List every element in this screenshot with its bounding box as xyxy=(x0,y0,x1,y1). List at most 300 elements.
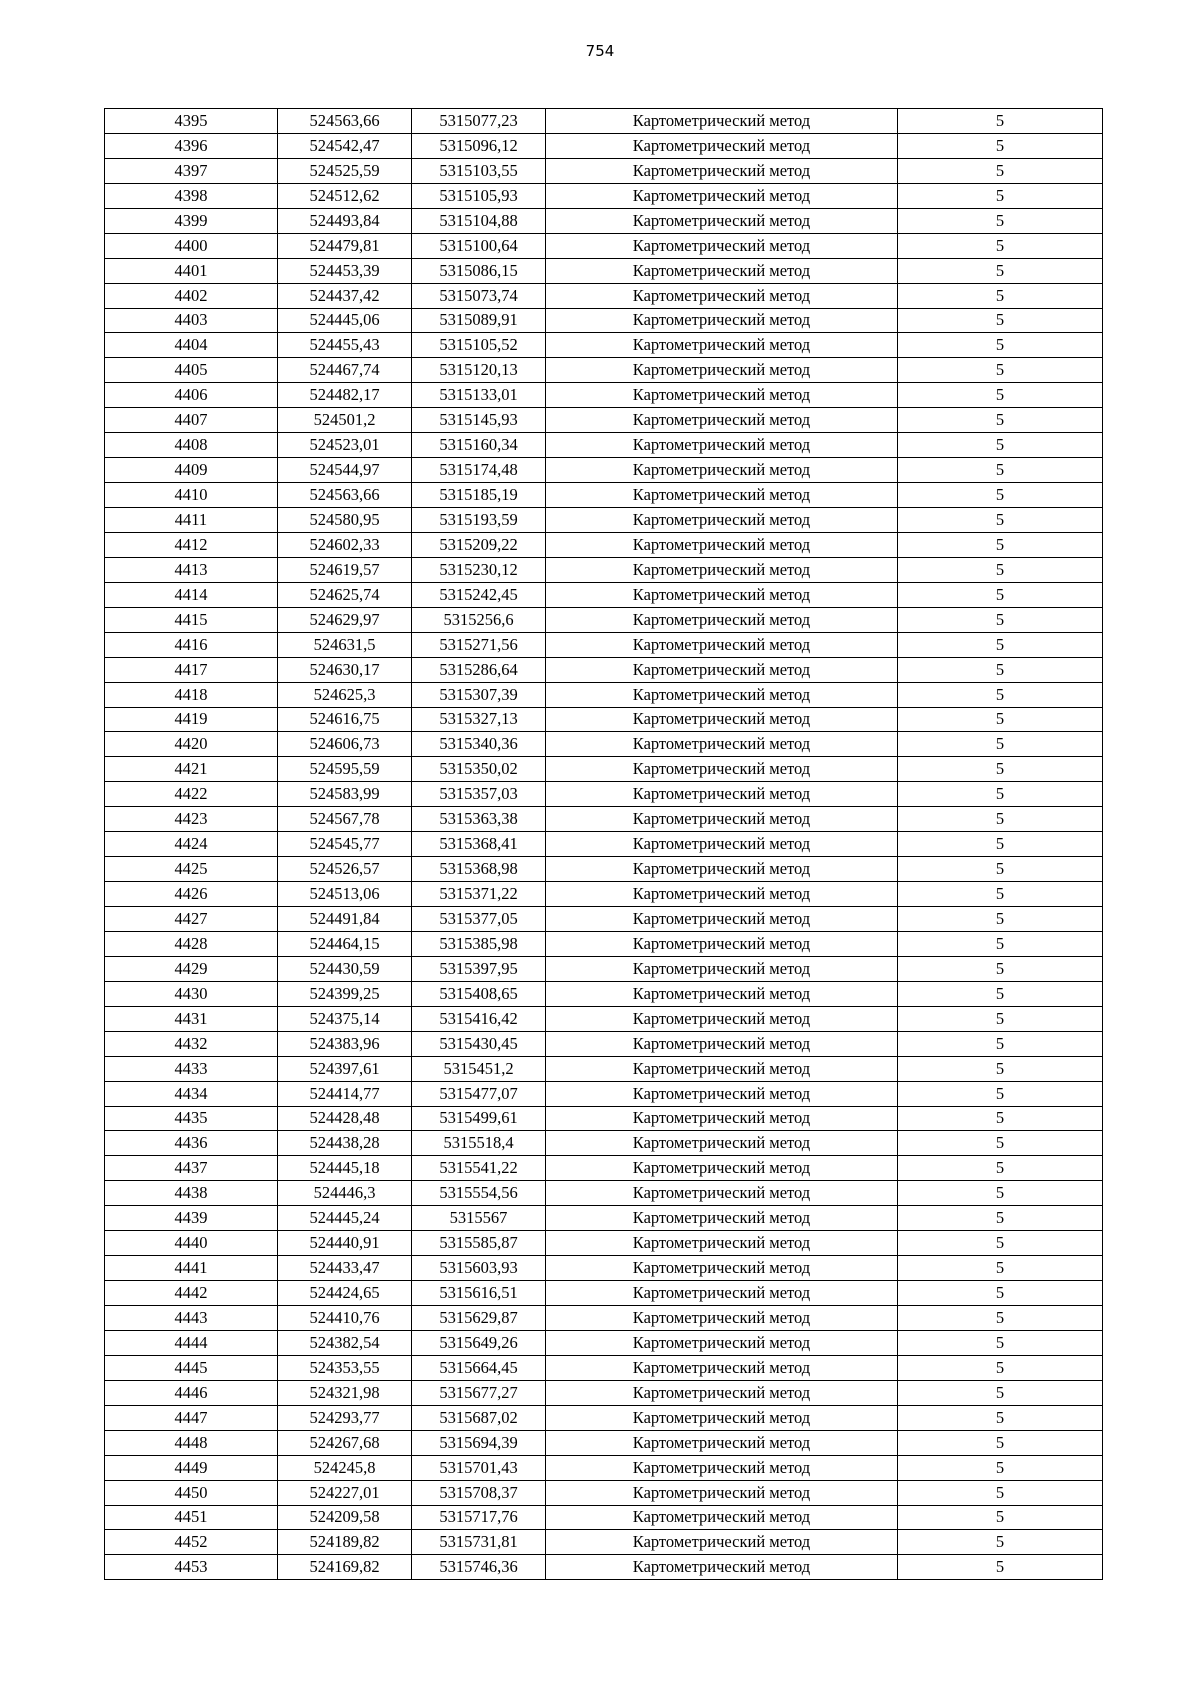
x-coordinate-cell: 524545,77 xyxy=(278,832,412,857)
x-coordinate-cell: 524482,17 xyxy=(278,383,412,408)
accuracy-cell: 5 xyxy=(898,782,1103,807)
x-coordinate-cell: 524542,47 xyxy=(278,133,412,158)
table-row xyxy=(105,1505,1103,1530)
x-coordinate-cell: 524440,91 xyxy=(278,1231,412,1256)
method-cell: Картометрический метод xyxy=(546,1455,898,1480)
point-number-cell: 4414 xyxy=(105,582,278,607)
table-row xyxy=(105,956,1103,981)
y-coordinate-cell: 5315731,81 xyxy=(412,1530,546,1555)
table-row xyxy=(105,1430,1103,1455)
accuracy-cell: 5 xyxy=(898,1355,1103,1380)
x-coordinate-cell: 524375,14 xyxy=(278,1006,412,1031)
y-coordinate-cell: 5315664,45 xyxy=(412,1355,546,1380)
y-coordinate-cell: 5315105,93 xyxy=(412,183,546,208)
table-row xyxy=(105,1106,1103,1131)
method-cell: Картометрический метод xyxy=(546,732,898,757)
x-coordinate-cell: 524567,78 xyxy=(278,807,412,832)
table-row xyxy=(105,807,1103,832)
method-cell: Картометрический метод xyxy=(546,133,898,158)
point-number-cell: 4409 xyxy=(105,458,278,483)
y-coordinate-cell: 5315103,55 xyxy=(412,158,546,183)
accuracy-cell: 5 xyxy=(898,632,1103,657)
table-row xyxy=(105,233,1103,258)
y-coordinate-cell: 5315397,95 xyxy=(412,956,546,981)
x-coordinate-cell: 524544,97 xyxy=(278,458,412,483)
point-number-cell: 4419 xyxy=(105,707,278,732)
point-number-cell: 4453 xyxy=(105,1555,278,1580)
point-number-cell: 4395 xyxy=(105,109,278,134)
method-cell: Картометрический метод xyxy=(546,1405,898,1430)
y-coordinate-cell: 5315286,64 xyxy=(412,657,546,682)
y-coordinate-cell: 5315694,39 xyxy=(412,1430,546,1455)
table-row xyxy=(105,981,1103,1006)
point-number-cell: 4451 xyxy=(105,1505,278,1530)
table-row xyxy=(105,1206,1103,1231)
accuracy-cell: 5 xyxy=(898,358,1103,383)
table-row xyxy=(105,1231,1103,1256)
table-row xyxy=(105,1330,1103,1355)
method-cell: Картометрический метод xyxy=(546,1480,898,1505)
x-coordinate-cell: 524433,47 xyxy=(278,1256,412,1281)
point-number-cell: 4411 xyxy=(105,508,278,533)
y-coordinate-cell: 5315408,65 xyxy=(412,981,546,1006)
point-number-cell: 4420 xyxy=(105,732,278,757)
accuracy-cell: 5 xyxy=(898,408,1103,433)
accuracy-cell: 5 xyxy=(898,1530,1103,1555)
accuracy-cell: 5 xyxy=(898,1480,1103,1505)
x-coordinate-cell: 524437,42 xyxy=(278,283,412,308)
table-row xyxy=(105,109,1103,134)
method-cell: Картометрический метод xyxy=(546,1081,898,1106)
table-row xyxy=(105,832,1103,857)
y-coordinate-cell: 5315089,91 xyxy=(412,308,546,333)
method-cell: Картометрический метод xyxy=(546,782,898,807)
table-row xyxy=(105,782,1103,807)
y-coordinate-cell: 5315100,64 xyxy=(412,233,546,258)
method-cell: Картометрический метод xyxy=(546,832,898,857)
accuracy-cell: 5 xyxy=(898,1006,1103,1031)
x-coordinate-cell: 524629,97 xyxy=(278,607,412,632)
method-cell: Картометрический метод xyxy=(546,1256,898,1281)
method-cell: Картометрический метод xyxy=(546,981,898,1006)
accuracy-cell: 5 xyxy=(898,1430,1103,1455)
point-number-cell: 4446 xyxy=(105,1380,278,1405)
table-row xyxy=(105,1530,1103,1555)
method-cell: Картометрический метод xyxy=(546,857,898,882)
table-row xyxy=(105,1031,1103,1056)
y-coordinate-cell: 5315256,6 xyxy=(412,607,546,632)
method-cell: Картометрический метод xyxy=(546,433,898,458)
table-row xyxy=(105,1480,1103,1505)
y-coordinate-cell: 5315363,38 xyxy=(412,807,546,832)
point-number-cell: 4452 xyxy=(105,1530,278,1555)
table-row xyxy=(105,1156,1103,1181)
x-coordinate-cell: 524189,82 xyxy=(278,1530,412,1555)
accuracy-cell: 5 xyxy=(898,956,1103,981)
accuracy-cell: 5 xyxy=(898,1555,1103,1580)
x-coordinate-cell: 524399,25 xyxy=(278,981,412,1006)
method-cell: Картометрический метод xyxy=(546,1355,898,1380)
table-row xyxy=(105,283,1103,308)
method-cell: Картометрический метод xyxy=(546,1106,898,1131)
table-row xyxy=(105,931,1103,956)
method-cell: Картометрический метод xyxy=(546,333,898,358)
x-coordinate-cell: 524493,84 xyxy=(278,208,412,233)
x-coordinate-cell: 524619,57 xyxy=(278,557,412,582)
point-number-cell: 4426 xyxy=(105,882,278,907)
x-coordinate-cell: 524630,17 xyxy=(278,657,412,682)
point-number-cell: 4397 xyxy=(105,158,278,183)
method-cell: Картометрический метод xyxy=(546,1056,898,1081)
table-row xyxy=(105,1081,1103,1106)
table-row xyxy=(105,383,1103,408)
x-coordinate-cell: 524501,2 xyxy=(278,408,412,433)
x-coordinate-cell: 524602,33 xyxy=(278,532,412,557)
accuracy-cell: 5 xyxy=(898,807,1103,832)
accuracy-cell: 5 xyxy=(898,1181,1103,1206)
method-cell: Картометрический метод xyxy=(546,582,898,607)
method-cell: Картометрический метод xyxy=(546,1231,898,1256)
x-coordinate-cell: 524595,59 xyxy=(278,757,412,782)
point-number-cell: 4436 xyxy=(105,1131,278,1156)
accuracy-cell: 5 xyxy=(898,682,1103,707)
point-number-cell: 4445 xyxy=(105,1355,278,1380)
method-cell: Картометрический метод xyxy=(546,483,898,508)
point-number-cell: 4440 xyxy=(105,1231,278,1256)
accuracy-cell: 5 xyxy=(898,732,1103,757)
y-coordinate-cell: 5315104,88 xyxy=(412,208,546,233)
y-coordinate-cell: 5315518,4 xyxy=(412,1131,546,1156)
accuracy-cell: 5 xyxy=(898,1281,1103,1306)
method-cell: Картометрический метод xyxy=(546,907,898,932)
method-cell: Картометрический метод xyxy=(546,208,898,233)
accuracy-cell: 5 xyxy=(898,657,1103,682)
point-number-cell: 4410 xyxy=(105,483,278,508)
method-cell: Картометрический метод xyxy=(546,283,898,308)
table-row xyxy=(105,133,1103,158)
x-coordinate-cell: 524227,01 xyxy=(278,1480,412,1505)
y-coordinate-cell: 5315185,19 xyxy=(412,483,546,508)
point-number-cell: 4449 xyxy=(105,1455,278,1480)
method-cell: Картометрический метод xyxy=(546,308,898,333)
method-cell: Картометрический метод xyxy=(546,109,898,134)
method-cell: Картометрический метод xyxy=(546,757,898,782)
method-cell: Картометрический метод xyxy=(546,183,898,208)
accuracy-cell: 5 xyxy=(898,109,1103,134)
method-cell: Картометрический метод xyxy=(546,657,898,682)
table-row xyxy=(105,732,1103,757)
y-coordinate-cell: 5315340,36 xyxy=(412,732,546,757)
table-row xyxy=(105,358,1103,383)
method-cell: Картометрический метод xyxy=(546,882,898,907)
method-cell: Картометрический метод xyxy=(546,1306,898,1331)
table-row xyxy=(105,308,1103,333)
table-row xyxy=(105,1555,1103,1580)
accuracy-cell: 5 xyxy=(898,1505,1103,1530)
point-number-cell: 4434 xyxy=(105,1081,278,1106)
method-cell: Картометрический метод xyxy=(546,258,898,283)
method-cell: Картометрический метод xyxy=(546,458,898,483)
y-coordinate-cell: 5315585,87 xyxy=(412,1231,546,1256)
point-number-cell: 4396 xyxy=(105,133,278,158)
x-coordinate-cell: 524616,75 xyxy=(278,707,412,732)
x-coordinate-cell: 524491,84 xyxy=(278,907,412,932)
point-number-cell: 4450 xyxy=(105,1480,278,1505)
x-coordinate-cell: 524467,74 xyxy=(278,358,412,383)
method-cell: Картометрический метод xyxy=(546,508,898,533)
x-coordinate-cell: 524453,39 xyxy=(278,258,412,283)
point-number-cell: 4408 xyxy=(105,433,278,458)
x-coordinate-cell: 524414,77 xyxy=(278,1081,412,1106)
point-number-cell: 4404 xyxy=(105,333,278,358)
method-cell: Картометрический метод xyxy=(546,233,898,258)
accuracy-cell: 5 xyxy=(898,258,1103,283)
table-row xyxy=(105,582,1103,607)
table-row xyxy=(105,607,1103,632)
point-number-cell: 4427 xyxy=(105,907,278,932)
point-number-cell: 4421 xyxy=(105,757,278,782)
y-coordinate-cell: 5315541,22 xyxy=(412,1156,546,1181)
x-coordinate-cell: 524563,66 xyxy=(278,109,412,134)
table-row xyxy=(105,682,1103,707)
accuracy-cell: 5 xyxy=(898,857,1103,882)
method-cell: Картометрический метод xyxy=(546,1330,898,1355)
x-coordinate-cell: 524446,3 xyxy=(278,1181,412,1206)
table-row xyxy=(105,1355,1103,1380)
accuracy-cell: 5 xyxy=(898,1330,1103,1355)
x-coordinate-cell: 524445,24 xyxy=(278,1206,412,1231)
accuracy-cell: 5 xyxy=(898,133,1103,158)
y-coordinate-cell: 5315086,15 xyxy=(412,258,546,283)
accuracy-cell: 5 xyxy=(898,208,1103,233)
x-coordinate-cell: 524293,77 xyxy=(278,1405,412,1430)
y-coordinate-cell: 5315377,05 xyxy=(412,907,546,932)
accuracy-cell: 5 xyxy=(898,1380,1103,1405)
point-number-cell: 4407 xyxy=(105,408,278,433)
x-coordinate-cell: 524464,15 xyxy=(278,931,412,956)
table-row xyxy=(105,882,1103,907)
y-coordinate-cell: 5315105,52 xyxy=(412,333,546,358)
method-cell: Картометрический метод xyxy=(546,1156,898,1181)
x-coordinate-cell: 524397,61 xyxy=(278,1056,412,1081)
point-number-cell: 4448 xyxy=(105,1430,278,1455)
accuracy-cell: 5 xyxy=(898,1206,1103,1231)
point-number-cell: 4435 xyxy=(105,1106,278,1131)
x-coordinate-cell: 524430,59 xyxy=(278,956,412,981)
method-cell: Картометрический метод xyxy=(546,1380,898,1405)
table-row xyxy=(105,458,1103,483)
accuracy-cell: 5 xyxy=(898,832,1103,857)
accuracy-cell: 5 xyxy=(898,532,1103,557)
page-number: 754 xyxy=(585,42,615,60)
point-number-cell: 4401 xyxy=(105,258,278,283)
x-coordinate-cell: 524455,43 xyxy=(278,333,412,358)
accuracy-cell: 5 xyxy=(898,1056,1103,1081)
point-number-cell: 4416 xyxy=(105,632,278,657)
y-coordinate-cell: 5315120,13 xyxy=(412,358,546,383)
point-number-cell: 4431 xyxy=(105,1006,278,1031)
x-coordinate-cell: 524267,68 xyxy=(278,1430,412,1455)
point-number-cell: 4399 xyxy=(105,208,278,233)
x-coordinate-cell: 524321,98 xyxy=(278,1380,412,1405)
x-coordinate-cell: 524512,62 xyxy=(278,183,412,208)
method-cell: Картометрический метод xyxy=(546,607,898,632)
accuracy-cell: 5 xyxy=(898,308,1103,333)
table-row xyxy=(105,707,1103,732)
table-row xyxy=(105,657,1103,682)
method-cell: Картометрический метод xyxy=(546,682,898,707)
point-number-cell: 4437 xyxy=(105,1156,278,1181)
table-row xyxy=(105,557,1103,582)
x-coordinate-cell: 524606,73 xyxy=(278,732,412,757)
x-coordinate-cell: 524525,59 xyxy=(278,158,412,183)
table-row xyxy=(105,532,1103,557)
y-coordinate-cell: 5315499,61 xyxy=(412,1106,546,1131)
accuracy-cell: 5 xyxy=(898,981,1103,1006)
x-coordinate-cell: 524445,06 xyxy=(278,308,412,333)
y-coordinate-cell: 5315357,03 xyxy=(412,782,546,807)
method-cell: Картометрический метод xyxy=(546,532,898,557)
y-coordinate-cell: 5315133,01 xyxy=(412,383,546,408)
table-row xyxy=(105,857,1103,882)
point-number-cell: 4447 xyxy=(105,1405,278,1430)
accuracy-cell: 5 xyxy=(898,757,1103,782)
method-cell: Картометрический метод xyxy=(546,408,898,433)
x-coordinate-cell: 524479,81 xyxy=(278,233,412,258)
x-coordinate-cell: 524353,55 xyxy=(278,1355,412,1380)
table-row xyxy=(105,1380,1103,1405)
x-coordinate-cell: 524580,95 xyxy=(278,508,412,533)
table-row xyxy=(105,1131,1103,1156)
table-row xyxy=(105,1306,1103,1331)
point-number-cell: 4432 xyxy=(105,1031,278,1056)
table-row xyxy=(105,508,1103,533)
accuracy-cell: 5 xyxy=(898,1405,1103,1430)
point-number-cell: 4443 xyxy=(105,1306,278,1331)
y-coordinate-cell: 5315073,74 xyxy=(412,283,546,308)
accuracy-cell: 5 xyxy=(898,1306,1103,1331)
accuracy-cell: 5 xyxy=(898,1231,1103,1256)
y-coordinate-cell: 5315677,27 xyxy=(412,1380,546,1405)
x-coordinate-cell: 524526,57 xyxy=(278,857,412,882)
accuracy-cell: 5 xyxy=(898,333,1103,358)
table-row xyxy=(105,483,1103,508)
point-number-cell: 4428 xyxy=(105,931,278,956)
point-number-cell: 4405 xyxy=(105,358,278,383)
accuracy-cell: 5 xyxy=(898,283,1103,308)
method-cell: Картометрический метод xyxy=(546,931,898,956)
method-cell: Картометрический метод xyxy=(546,1505,898,1530)
x-coordinate-cell: 524563,66 xyxy=(278,483,412,508)
method-cell: Картометрический метод xyxy=(546,1530,898,1555)
method-cell: Картометрический метод xyxy=(546,632,898,657)
coordinates-table xyxy=(104,108,1103,1580)
x-coordinate-cell: 524625,3 xyxy=(278,682,412,707)
accuracy-cell: 5 xyxy=(898,383,1103,408)
y-coordinate-cell: 5315717,76 xyxy=(412,1505,546,1530)
table-row xyxy=(105,1256,1103,1281)
point-number-cell: 4422 xyxy=(105,782,278,807)
x-coordinate-cell: 524383,96 xyxy=(278,1031,412,1056)
accuracy-cell: 5 xyxy=(898,707,1103,732)
x-coordinate-cell: 524245,8 xyxy=(278,1455,412,1480)
y-coordinate-cell: 5315430,45 xyxy=(412,1031,546,1056)
y-coordinate-cell: 5315746,36 xyxy=(412,1555,546,1580)
point-number-cell: 4413 xyxy=(105,557,278,582)
point-number-cell: 4438 xyxy=(105,1181,278,1206)
accuracy-cell: 5 xyxy=(898,557,1103,582)
table-row xyxy=(105,907,1103,932)
x-coordinate-cell: 524382,54 xyxy=(278,1330,412,1355)
table-row xyxy=(105,1455,1103,1480)
y-coordinate-cell: 5315708,37 xyxy=(412,1480,546,1505)
point-number-cell: 4423 xyxy=(105,807,278,832)
accuracy-cell: 5 xyxy=(898,1455,1103,1480)
method-cell: Картометрический метод xyxy=(546,807,898,832)
x-coordinate-cell: 524625,74 xyxy=(278,582,412,607)
table-row xyxy=(105,1405,1103,1430)
point-number-cell: 4398 xyxy=(105,183,278,208)
y-coordinate-cell: 5315649,26 xyxy=(412,1330,546,1355)
method-cell: Картометрический метод xyxy=(546,557,898,582)
x-coordinate-cell: 524438,28 xyxy=(278,1131,412,1156)
y-coordinate-cell: 5315327,13 xyxy=(412,707,546,732)
accuracy-cell: 5 xyxy=(898,158,1103,183)
point-number-cell: 4415 xyxy=(105,607,278,632)
accuracy-cell: 5 xyxy=(898,582,1103,607)
x-coordinate-cell: 524209,58 xyxy=(278,1505,412,1530)
x-coordinate-cell: 524513,06 xyxy=(278,882,412,907)
table-row xyxy=(105,1181,1103,1206)
table-row xyxy=(105,1281,1103,1306)
y-coordinate-cell: 5315687,02 xyxy=(412,1405,546,1430)
point-number-cell: 4412 xyxy=(105,532,278,557)
accuracy-cell: 5 xyxy=(898,1256,1103,1281)
accuracy-cell: 5 xyxy=(898,508,1103,533)
point-number-cell: 4406 xyxy=(105,383,278,408)
point-number-cell: 4425 xyxy=(105,857,278,882)
y-coordinate-cell: 5315145,93 xyxy=(412,408,546,433)
accuracy-cell: 5 xyxy=(898,931,1103,956)
method-cell: Картометрический метод xyxy=(546,1281,898,1306)
accuracy-cell: 5 xyxy=(898,483,1103,508)
y-coordinate-cell: 5315368,98 xyxy=(412,857,546,882)
table-row xyxy=(105,1056,1103,1081)
point-number-cell: 4444 xyxy=(105,1330,278,1355)
y-coordinate-cell: 5315603,93 xyxy=(412,1256,546,1281)
point-number-cell: 4424 xyxy=(105,832,278,857)
y-coordinate-cell: 5315230,12 xyxy=(412,557,546,582)
table-row xyxy=(105,1006,1103,1031)
accuracy-cell: 5 xyxy=(898,233,1103,258)
accuracy-cell: 5 xyxy=(898,907,1103,932)
y-coordinate-cell: 5315307,39 xyxy=(412,682,546,707)
x-coordinate-cell: 524410,76 xyxy=(278,1306,412,1331)
point-number-cell: 4441 xyxy=(105,1256,278,1281)
table-row xyxy=(105,408,1103,433)
table-row xyxy=(105,757,1103,782)
y-coordinate-cell: 5315350,02 xyxy=(412,757,546,782)
x-coordinate-cell: 524631,5 xyxy=(278,632,412,657)
accuracy-cell: 5 xyxy=(898,1031,1103,1056)
table-row xyxy=(105,333,1103,358)
table-row xyxy=(105,208,1103,233)
y-coordinate-cell: 5315193,59 xyxy=(412,508,546,533)
method-cell: Картометрический метод xyxy=(546,158,898,183)
method-cell: Картометрический метод xyxy=(546,358,898,383)
table-row xyxy=(105,183,1103,208)
method-cell: Картометрический метод xyxy=(546,707,898,732)
